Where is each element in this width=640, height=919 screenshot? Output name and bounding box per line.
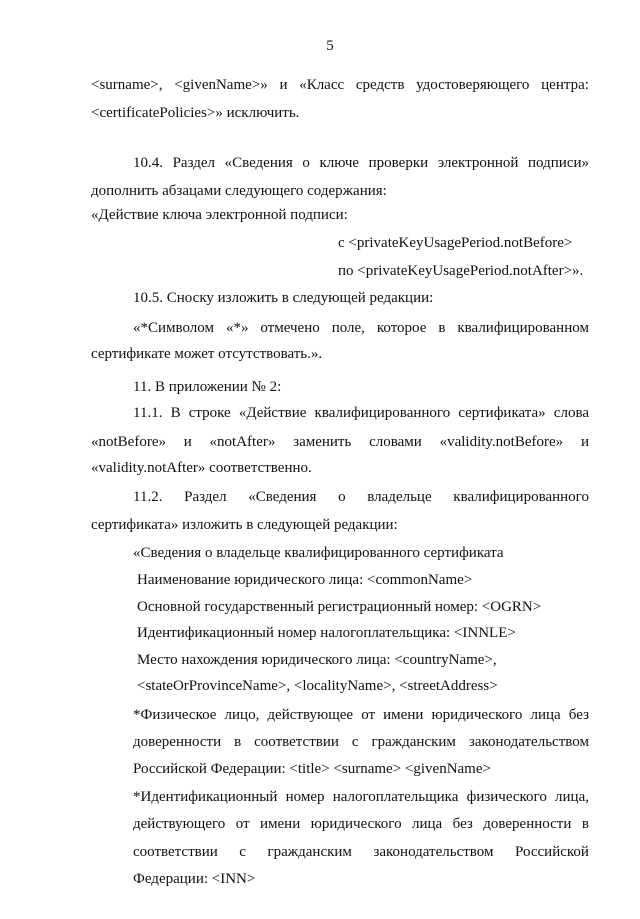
- word: законодательством: [373, 844, 494, 860]
- text-line-15: [133, 488, 589, 506]
- word: с: [239, 844, 246, 860]
- text-line-16: сертификата» изложить в следующей редакции:: [91, 517, 398, 533]
- word: «Сведения: [224, 155, 293, 171]
- word: без: [452, 816, 473, 832]
- word: «Класс: [299, 77, 345, 93]
- text-line-28: [133, 843, 589, 861]
- word: 11.2.: [133, 489, 163, 505]
- text-line-2: <certificatePolicies>» исключить.: [91, 105, 300, 121]
- word: квалифицированного: [453, 489, 589, 505]
- word: *Физическое: [133, 707, 217, 723]
- word: имени: [383, 707, 424, 723]
- word: <givenName>»: [174, 77, 268, 93]
- word: поле,: [331, 320, 365, 336]
- word: удостоверяющего: [416, 77, 530, 93]
- word: электронной: [437, 155, 519, 171]
- word: «Действие: [238, 405, 307, 421]
- word: без: [568, 707, 589, 723]
- word: квалифицированном: [457, 320, 589, 336]
- word: юридического: [431, 707, 523, 723]
- text-line-23: [133, 706, 589, 724]
- word: проверки: [368, 155, 429, 171]
- text-line-29: Федерации: <INN>: [133, 871, 256, 887]
- word: «Сведения: [248, 489, 317, 505]
- text-line-7: по <privateKeyUsagePeriod.notAfter>».: [338, 263, 584, 279]
- word: в: [581, 816, 589, 832]
- word: «*»: [225, 320, 249, 336]
- word: лица,: [555, 789, 589, 805]
- text-line-24: [133, 733, 589, 751]
- word: ключе: [319, 155, 360, 171]
- word: подписи»: [528, 155, 589, 171]
- word: 10.4.: [133, 155, 163, 171]
- word: В: [170, 405, 181, 421]
- word: «notAfter»: [209, 434, 276, 450]
- word: от: [361, 707, 376, 723]
- text-line-19: Основной государственный регистрационный номер: <OGRN>: [137, 599, 542, 615]
- word: средств: [355, 77, 405, 93]
- text-line-13: [91, 433, 589, 451]
- word: в: [438, 320, 446, 336]
- word: Раздел: [172, 155, 216, 171]
- word: гражданским: [371, 734, 456, 750]
- word: о: [338, 489, 346, 505]
- word: *Идентификационный: [133, 789, 278, 805]
- word: о: [302, 155, 310, 171]
- word: строке: [188, 405, 231, 421]
- word: лицо,: [224, 707, 260, 723]
- word: соответствии: [254, 734, 339, 750]
- word: лица: [530, 707, 561, 723]
- word: слова: [553, 405, 589, 421]
- word: доверенности: [133, 734, 222, 750]
- text-line-5: «Действие ключа электронной подписи:: [91, 207, 348, 223]
- text-line-14: «validity.notAfter» соответственно.: [91, 460, 312, 476]
- word: словами: [369, 434, 422, 450]
- word: отмечено: [260, 320, 320, 336]
- word: «validity.notBefore»: [439, 434, 564, 450]
- word: Раздел: [184, 489, 227, 505]
- page-number: 5: [326, 38, 334, 54]
- word: квалифицированного: [314, 405, 451, 421]
- text-line-20: Идентификационный номер налогоплательщика: <INNLE>: [137, 625, 516, 641]
- word: физического: [466, 789, 547, 805]
- text-line-27: [133, 815, 589, 833]
- word: соответствии: [133, 844, 218, 860]
- word: номер: [285, 789, 325, 805]
- word: доверенности: [483, 816, 572, 832]
- word: с: [351, 734, 359, 750]
- word: действующее: [267, 707, 354, 723]
- word: которое: [376, 320, 427, 336]
- word: и: [279, 77, 288, 93]
- text-line-17: «Сведения о владельце квалифицированного сертификата: [133, 545, 504, 561]
- word: Российской: [515, 844, 589, 860]
- text-line-4: дополнить абзацами следующего содержания:: [91, 183, 387, 199]
- text-line-18: Наименование юридического лица: <commonName>: [137, 572, 473, 588]
- text-line-21: Место нахождения юридического лица: <countryName>,: [137, 652, 497, 668]
- text-line-10: сертификате может отсутствовать.».: [91, 346, 323, 362]
- word: юридического: [310, 816, 402, 832]
- word: законодательством: [468, 734, 589, 750]
- text-line-1: [91, 76, 589, 94]
- word: налогоплательщика: [332, 789, 459, 805]
- word: владельце: [367, 489, 432, 505]
- word: в: [234, 734, 242, 750]
- word: «notBefore»: [91, 434, 166, 450]
- word: и: [183, 434, 192, 450]
- word: сертификата»: [458, 405, 546, 421]
- text-line-11: 11. В приложении № 2:: [133, 379, 282, 395]
- text-line-22: <stateOrProvinceName>, <localityName>, <streetAddress>: [137, 678, 498, 694]
- word: от: [235, 816, 250, 832]
- text-line-9: [133, 319, 589, 337]
- word: «*Символом: [133, 320, 214, 336]
- text-line-3: [133, 154, 589, 172]
- text-line-26: [133, 788, 589, 806]
- word: заменить: [293, 434, 352, 450]
- word: имени: [260, 816, 301, 832]
- word: лица: [412, 816, 443, 832]
- word: центра:: [541, 77, 589, 93]
- text-line-12: [133, 404, 589, 422]
- text-line-25: Российской Федерации: <title> <surname> <givenName>: [133, 761, 491, 777]
- word: действующего: [133, 816, 226, 832]
- text-line-8: 10.5. Сноску изложить в следующей редакции:: [133, 290, 434, 306]
- word: <surname>,: [91, 77, 163, 93]
- word: гражданским: [267, 844, 352, 860]
- word: 11.1.: [133, 405, 163, 421]
- word: и: [580, 434, 589, 450]
- text-line-6: с <privateKeyUsagePeriod.notBefore>: [338, 235, 573, 251]
